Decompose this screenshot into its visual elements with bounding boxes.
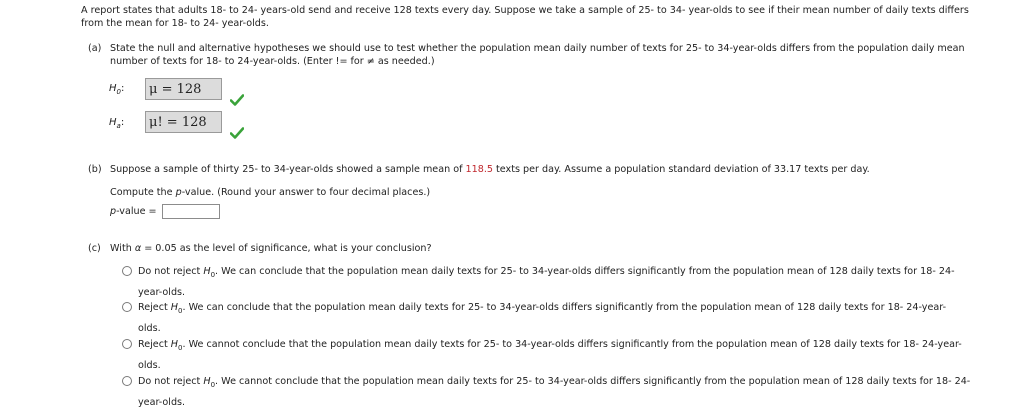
part-b-label: (b) <box>88 164 102 175</box>
part-a-label: (a) <box>88 43 102 54</box>
part-a-line-2: number of texts for 18- to 24-year-olds. (Enter != for ≠ as needed.) <box>110 55 435 67</box>
intro-line-1: A report states that adults 18- to 24- years-old send and receive 128 texts every day. Suppose we take a sample of 25- to 34- year-olds to see if their mean number of daily texts differs <box>81 5 969 16</box>
part-a-line-1: State the null and alternative hypotheses we should use to test whether the population mean daily number of texts for 25- to 34-year-olds differs from the population daily mean <box>110 43 965 54</box>
part-c-question: With α = 0.05 as the level of significance, what is your conclusion? <box>110 243 432 254</box>
radio-button[interactable] <box>122 302 132 312</box>
null-hypothesis-input[interactable]: μ = 128 <box>145 78 222 100</box>
part-b-instruction: Compute the p-value. (Round your answer to four decimal places.) <box>110 187 431 198</box>
sample-mean-value: 118.5 <box>465 164 493 175</box>
correct-check-icon <box>230 94 244 106</box>
radio-button[interactable] <box>122 266 132 276</box>
option-label[interactable]: Do not reject $H_0$. We cannot conclude that the population mean daily texts for 25- to 34-year-olds differs significantly from the population mean of 128 daily texts for 18- 24- year-olds. <box>138 376 971 408</box>
h0-label: $H_0$: <box>109 83 125 96</box>
correct-check-icon <box>230 127 244 139</box>
ha-label: $H_a$: <box>109 117 125 130</box>
part-c-label: (c) <box>88 243 101 254</box>
part-a-prompt <box>110 43 1010 69</box>
option-label[interactable]: Reject $H_0$. We cannot conclude that the population mean daily texts for 25- to 34-year-olds differs significantly from the population mean of 128 daily texts for 18- 24-year- olds. <box>138 339 962 371</box>
alternative-hypothesis-input[interactable]: μ! = 128 <box>145 111 222 133</box>
problem-intro <box>81 5 1011 31</box>
radio-button[interactable] <box>122 339 132 349</box>
radio-button[interactable] <box>122 376 132 386</box>
part-b-prompt: Suppose a sample of thirty 25- to 34-year-olds showed a sample mean of 118.5 texts per day. Assume a population standard deviation of 33.17 texts per day. <box>110 164 870 175</box>
intro-line-2: from the mean for 18- to 24- year-olds. <box>81 17 269 29</box>
pvalue-input[interactable] <box>162 204 220 219</box>
option-label[interactable]: Reject $H_0$. We can conclude that the population mean daily texts for 25- to 34-year-olds differs significantly from the population mean of 128 daily texts for 18- 24-year- olds. <box>138 302 947 334</box>
option-label[interactable]: Do not reject $H_0$. We can conclude that the population mean daily texts for 25- to 34-year-olds differs significantly from the population mean of 128 daily texts for 18- 24- year-olds. <box>138 266 955 298</box>
pvalue-label: p-value = <box>110 206 157 217</box>
